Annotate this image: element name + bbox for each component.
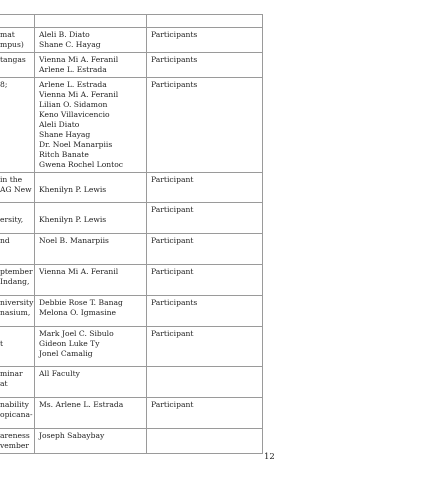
cell-line: areness (0, 431, 30, 440)
table-row (0, 53, 263, 78)
name-cell (35, 28, 147, 53)
table-row (0, 429, 263, 454)
role-cell (147, 234, 263, 265)
cell-line: t (0, 339, 4, 348)
cell-line: Participants (151, 55, 198, 64)
cell-line: vember (0, 441, 29, 450)
cell-line: AG New (0, 185, 32, 194)
role-cell (147, 265, 263, 296)
name-cell (35, 327, 147, 367)
cell-line: Ms. Arlene L. Estrada (39, 400, 124, 409)
cell-line: Khenilyn P. Lewis (39, 185, 107, 194)
name-cell (35, 203, 147, 234)
cell-line: opicana- (0, 410, 33, 419)
cell-line: Aleli Diato (39, 120, 80, 129)
cell-line: Gwena Rochel Lontoc (39, 160, 124, 169)
role-cell (147, 53, 263, 78)
role-cell (147, 296, 263, 327)
cell-line: nability (0, 400, 29, 409)
cell-line: ptember (0, 267, 33, 276)
cell-line: Keno Villavicencio (39, 110, 110, 119)
name-cell (35, 173, 147, 203)
cell-line: Participant (151, 205, 194, 214)
event-cell (0, 296, 35, 327)
event-cell (0, 429, 35, 454)
cell-line: Vienna Mi A. Feranil (39, 267, 119, 276)
table-row (0, 78, 263, 173)
cell-line: Participant (151, 175, 194, 184)
event-cell (0, 173, 35, 203)
name-cell (35, 78, 147, 173)
table-row (0, 234, 263, 265)
table-row (0, 28, 263, 53)
cell-line: minar (0, 369, 23, 378)
name-cell (35, 429, 147, 454)
cell-line: Shane Hayag (39, 130, 91, 139)
cell-line: Participants (151, 30, 198, 39)
cell-line (39, 175, 143, 185)
participants-table (0, 14, 263, 454)
event-cell (0, 53, 35, 78)
cell-line: Indang, (0, 277, 30, 286)
table-row (0, 296, 263, 327)
table-row (0, 367, 263, 398)
cell-line: Gideon Luke Ty (39, 339, 100, 348)
table-row (0, 15, 263, 28)
cell-line: nd (0, 236, 10, 245)
cell-line: Mark Joel C. Sibulo (39, 329, 114, 338)
role-cell (147, 367, 263, 398)
cell-line: Vienna Mi A. Feranil (39, 55, 119, 64)
role-cell (147, 173, 263, 203)
cell-line: Arlene L. Estrada (39, 65, 107, 74)
cell-line: in the (0, 175, 23, 184)
role-cell (147, 78, 263, 173)
role-cell (147, 429, 263, 454)
cell-line: niversity (0, 298, 34, 307)
cell-line: tangas (0, 55, 26, 64)
cell-line: Debbie Rose T. Banag (39, 298, 123, 307)
cell-line: Participant (151, 329, 194, 338)
event-cell (0, 398, 35, 429)
cell-line (39, 205, 143, 215)
cell-line: Participants (151, 80, 198, 89)
cell-line: Arlene L. Estrada (39, 80, 107, 89)
cell-line: Noel B. Manarpiis (39, 236, 109, 245)
table-body (0, 15, 263, 454)
role-cell (147, 15, 263, 28)
role-cell (147, 398, 263, 429)
name-cell (35, 265, 147, 296)
cell-line: Participants (151, 298, 198, 307)
cell-line: nasium, (0, 308, 31, 317)
event-cell (0, 203, 35, 234)
cell-line: Melona O. Igmasine (39, 308, 117, 317)
cell-line: mat (0, 30, 15, 39)
event-cell (0, 28, 35, 53)
event-cell (0, 78, 35, 173)
cell-line: Participant (151, 236, 194, 245)
name-cell (35, 398, 147, 429)
event-cell (0, 327, 35, 367)
cell-line: Dr. Noel Manarpiis (39, 140, 113, 149)
name-cell (35, 15, 147, 28)
role-cell (147, 28, 263, 53)
table-row (0, 203, 263, 234)
cell-line: ersity, (0, 215, 24, 224)
event-cell (0, 367, 35, 398)
cell-line: Ritch Banate (39, 150, 89, 159)
event-cell (0, 15, 35, 28)
cell-line: Participant (151, 400, 194, 409)
cell-line: Lilian O. Sidamon (39, 100, 108, 109)
table-row (0, 173, 263, 203)
cell-line: Khenilyn P. Lewis (39, 215, 107, 224)
cell-line: 8; (0, 80, 8, 89)
cell-line: mpus) (0, 40, 24, 49)
cell-line: Joseph Sabaybay (39, 431, 105, 440)
event-cell (0, 234, 35, 265)
name-cell (35, 367, 147, 398)
table-row (0, 398, 263, 429)
cell-line: at (0, 379, 8, 388)
cell-line: Participant (151, 267, 194, 276)
page-number: 12 (264, 452, 275, 462)
role-cell (147, 203, 263, 234)
table-row (0, 327, 263, 367)
name-cell (35, 234, 147, 265)
event-cell (0, 265, 35, 296)
table-row (0, 265, 263, 296)
name-cell (35, 296, 147, 327)
cell-line: All Faculty (39, 369, 80, 378)
cell-line: Vienna Mi A. Feranil (39, 90, 119, 99)
cell-line: Jonel Camalig (39, 349, 93, 358)
role-cell (147, 327, 263, 367)
cell-line: Shane C. Hayag (39, 40, 101, 49)
cell-line: Aleli B. Diato (39, 30, 90, 39)
cell-line (0, 205, 31, 215)
name-cell (35, 53, 147, 78)
cell-line (0, 329, 31, 339)
